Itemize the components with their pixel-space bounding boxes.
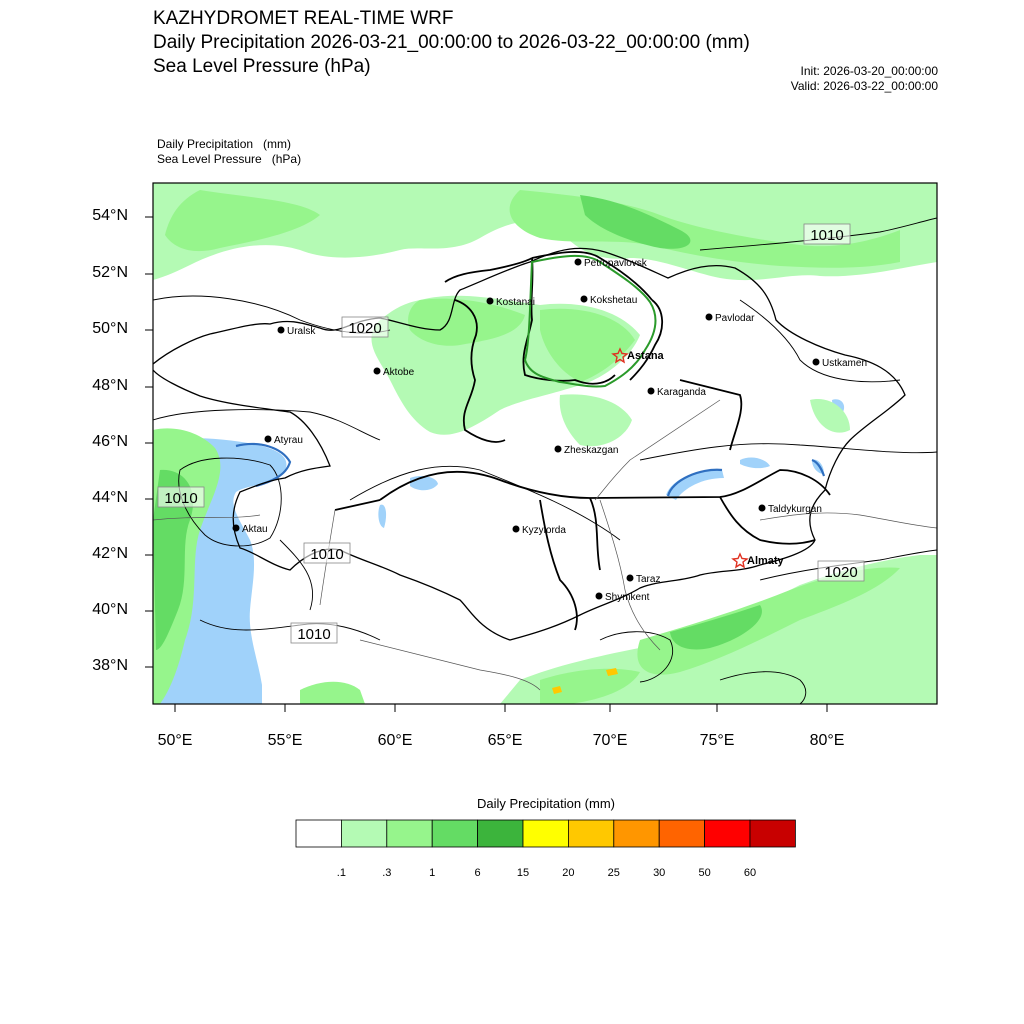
isobar-5 (740, 300, 900, 382)
oblast-mangystau (335, 500, 380, 510)
lon-label: 75°E (699, 732, 735, 749)
city-label: Pavlodar (715, 313, 755, 324)
city-label: Taldykurgan (768, 504, 822, 515)
isobar-label (158, 487, 204, 507)
lat-label: 48°N (92, 377, 128, 394)
city-label: Taraz (636, 574, 661, 585)
city-uralsk (278, 326, 317, 337)
colorbar-label: .3 (382, 867, 392, 879)
city-label: Kostanai (496, 297, 535, 308)
isobar-label (818, 561, 864, 581)
colorbar-swatch (659, 820, 704, 847)
city-label: Shymkent (605, 592, 650, 603)
variable-label-slp: Sea Level Pressure (hPa) (157, 152, 302, 166)
isobar-labels (158, 224, 864, 643)
lat-label: 46°N (92, 433, 128, 450)
valid-time: Valid: 2026-03-22_00:00:00 (790, 79, 938, 93)
city-label: Astana (627, 350, 664, 362)
city-atyrau (265, 435, 303, 446)
aral-sea-west (378, 505, 386, 528)
lon-label: 60°E (377, 732, 413, 749)
lat-label: 50°N (92, 320, 128, 337)
city-label: Atyrau (274, 435, 303, 446)
colorbar-title: Daily Precipitation (mm) (477, 796, 615, 811)
city-label: Aktobe (383, 367, 415, 378)
svg-text:1010: 1010 (297, 626, 331, 643)
colorbar-label: 50 (698, 867, 711, 879)
colorbar-swatch (478, 820, 523, 847)
city-label: Kyzylorda (522, 525, 566, 536)
map-title: KAZHYDROMET REAL-TIME WRF (153, 8, 454, 29)
lat-label: 42°N (92, 545, 128, 562)
svg-text:1010: 1010 (310, 546, 344, 563)
isobar-label (342, 317, 388, 337)
svg-text:1010: 1010 (810, 227, 844, 244)
colorbar-label: .1 (336, 867, 346, 879)
colorbar-swatch (523, 820, 568, 847)
city-kokshetau (581, 295, 638, 306)
oblast-south-2 (590, 498, 600, 570)
city-shymkent (596, 592, 650, 603)
map-layers (153, 183, 937, 704)
precip-east (810, 399, 850, 433)
variable-label-precip: Daily Precipitation (mm) (157, 137, 292, 151)
svg-text:1020: 1020 (824, 564, 858, 581)
map-subtitle-precip: Daily Precipitation 2026-03-21_00:00:00 to 2026-03-22_00:00:00 (mm) (153, 32, 750, 53)
city-aktobe (374, 367, 415, 378)
lat-label: 40°N (92, 601, 128, 618)
city-karaganda (648, 387, 707, 398)
lon-label: 80°E (809, 732, 845, 749)
precip-zheskazgan (560, 394, 632, 446)
city-petropavlovsk (575, 258, 648, 269)
colorbar-label: 1 (429, 867, 436, 879)
city-almaty (733, 554, 785, 567)
aral-sea (410, 476, 438, 490)
colorbar-label: 30 (653, 867, 666, 879)
lat-label: 38°N (92, 657, 128, 674)
city-taraz (627, 574, 661, 585)
colorbar-swatch (296, 820, 341, 847)
lat-label: 52°N (92, 264, 128, 281)
city-label: Uralsk (287, 326, 316, 337)
colorbar-label: 25 (607, 867, 620, 879)
city-zheskazgan (555, 445, 619, 456)
precip-sw-small (300, 682, 365, 704)
colorbar-label: 60 (743, 867, 757, 879)
precipitation-field (153, 183, 937, 704)
lon-label: 55°E (267, 732, 303, 749)
colorbar-label: 15 (516, 867, 530, 879)
colorbar-swatch (614, 820, 659, 847)
city-kyzylorda (513, 525, 567, 536)
isobar-label (304, 543, 350, 563)
city-taldykurgan (759, 504, 822, 515)
city-label: Ustkamen (822, 358, 868, 369)
colorbar-label: 20 (562, 867, 575, 879)
svg-text:1020: 1020 (348, 320, 382, 337)
colorbar-swatch (705, 820, 750, 847)
svg-text:1010: 1010 (164, 490, 198, 507)
colorbar-swatch (387, 820, 432, 847)
colorbar-swatch (341, 820, 386, 847)
lat-label: 54°N (92, 207, 128, 224)
isobar-4 (640, 444, 937, 460)
city-label: Karaganda (657, 387, 706, 398)
lon-label: 65°E (487, 732, 523, 749)
city-pavlodar (706, 313, 756, 324)
city-label: Aktau (242, 524, 268, 535)
lon-label: 50°E (157, 732, 193, 749)
isobar-3 (350, 466, 620, 540)
lat-label: 44°N (92, 489, 128, 506)
city-label: Almaty (747, 555, 784, 567)
colorbar-swatch (568, 820, 613, 847)
city-ustkamen (813, 358, 868, 369)
colorbar-swatch (750, 820, 795, 847)
balkhash-east (740, 458, 770, 469)
colorbar-label: 6 (474, 867, 481, 879)
city-label: Zheskazgan (564, 445, 619, 456)
colorbar-swatch (432, 820, 477, 847)
isobar-label (804, 224, 850, 244)
colorbar (296, 820, 795, 847)
city-label: Kokshetau (590, 295, 638, 306)
lon-label: 70°E (592, 732, 628, 749)
oblast-kyzylorda (540, 500, 577, 630)
city-label: Petropavlovsk (584, 258, 647, 269)
isobar-label (291, 623, 337, 643)
init-time: Init: 2026-03-20_00:00:00 (800, 64, 938, 78)
map-subtitle-slp: Sea Level Pressure (hPa) (153, 56, 371, 77)
capital-star-icon (733, 554, 747, 567)
